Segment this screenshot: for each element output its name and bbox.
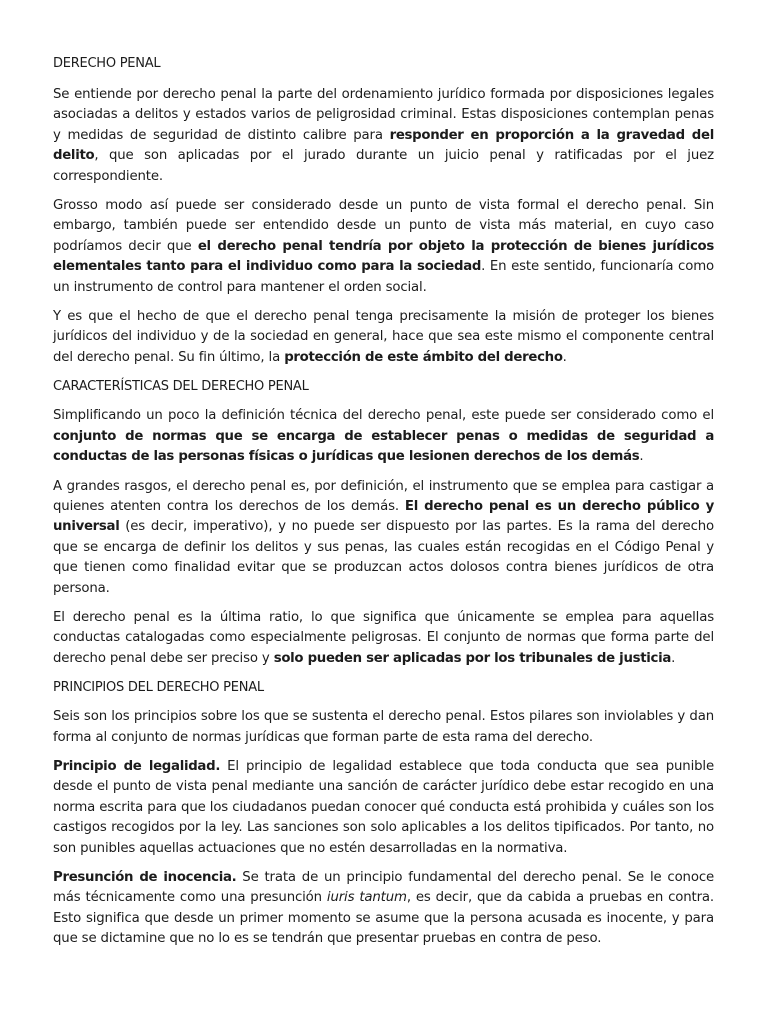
paragraph: Se entiende por derecho penal la parte del ordenamiento jurídico formada por disposiciones legales asociadas a delitos y estados varios de peligrosidad criminal. Estas disposiciones contemplan penas y medidas de seguridad de distinto calibre para responder en proporción a la gravedad del delito, que son aplicadas por el jurado durante un juicio penal y ratificadas por el juez correspondiente. [53, 87, 714, 184]
paragraph: Grosso modo así puede ser considerado desde un punto de vista formal el derecho penal. Sin embargo, también puede ser entendido desde un punto de vista más material, en cuyo caso podríamos decir que el derecho penal tendría por objeto la protección de bienes jurídicos elementales tanto para el individuo como para la sociedad. En este sentido, funcionaría como un instrumento de control para mantener el orden social. [53, 198, 714, 295]
paragraph: El derecho penal es la última ratio, lo que significa que únicamente se emplea para aquellas conductas catalogadas como especialmente peligrosas. El conjunto de normas que forma parte del derecho penal debe ser preciso y solo pueden ser aplicadas por los tribunales de justicia. [53, 609, 714, 666]
paragraph: Y es que el hecho de que el derecho penal tenga precisamente la misión de proteger los bienes jurídicos del individuo y de la sociedad en general, hace que sea este mismo el componente central del derecho penal. Su fin último, la protección de este ámbito del derecho. [53, 309, 714, 365]
paragraph: Simplificando un poco la definición técnica del derecho penal, este puede ser considerado como el conjunto de normas que se encarga de establecer penas o medidas de seguridad a conductas de las personas físicas o jurídicas que lesionen derechos de los demás. [53, 408, 714, 465]
heading-derecho-penal: DERECHO PENAL [53, 56, 161, 71]
heading-caracteristicas: CARACTERÍSTICAS DEL DERECHO PENAL [53, 379, 309, 395]
paragraph-presuncion-inocencia: Presunción de inocencia. Se trata de un principio fundamental del derecho penal. Se le conoce más técnicamente como una presunción iuris tantum, es decir, que da cabida a pruebas en contra. Esto significa que desde un primer momento se asume que la persona acusada es inocente, y para que se dictamine que no lo es se tendrán que presentar pruebas en contra de peso. [53, 870, 715, 947]
heading-principios: PRINCIPIOS DEL DERECHO PENAL [53, 680, 264, 696]
paragraph: A grandes rasgos, el derecho penal es, por definición, el instrumento que se emplea para castigar a quienes atenten contra los derechos de los demás. El derecho penal es un derecho público y universal (es decir, imperativo), y no puede ser dispuesto por las partes. Es la rama del derecho que se encarga de definir los delitos y sus penas, las cuales están recogidas en el Código Penal y que tienen como finalidad evitar que se produzcan actos dolosos contra bienes jurídicos de otra persona. [53, 478, 714, 596]
paragraph: Seis son los principios sobre los que se sustenta el derecho penal. Estos pilares son inviolables y dan forma al conjunto de normas jurídicas que forman parte de esta rama del derecho. [53, 709, 714, 745]
paragraph-principio-legalidad: Principio de legalidad. El principio de legalidad establece que toda conducta que sea punible desde el punto de vista penal mediante una sanción de carácter jurídico debe estar recogido en una norma escrita para que los ciudadanos puedan conocer qué conducta está prohibida y cuáles son los castigos recogidos por la ley. Las sanciones son solo aplicables a los delitos tipificados. Por tanto, no son punibles aquellas actuaciones que no estén desarrolladas en la normativa. [53, 758, 714, 856]
document-page [53, 54, 714, 959]
